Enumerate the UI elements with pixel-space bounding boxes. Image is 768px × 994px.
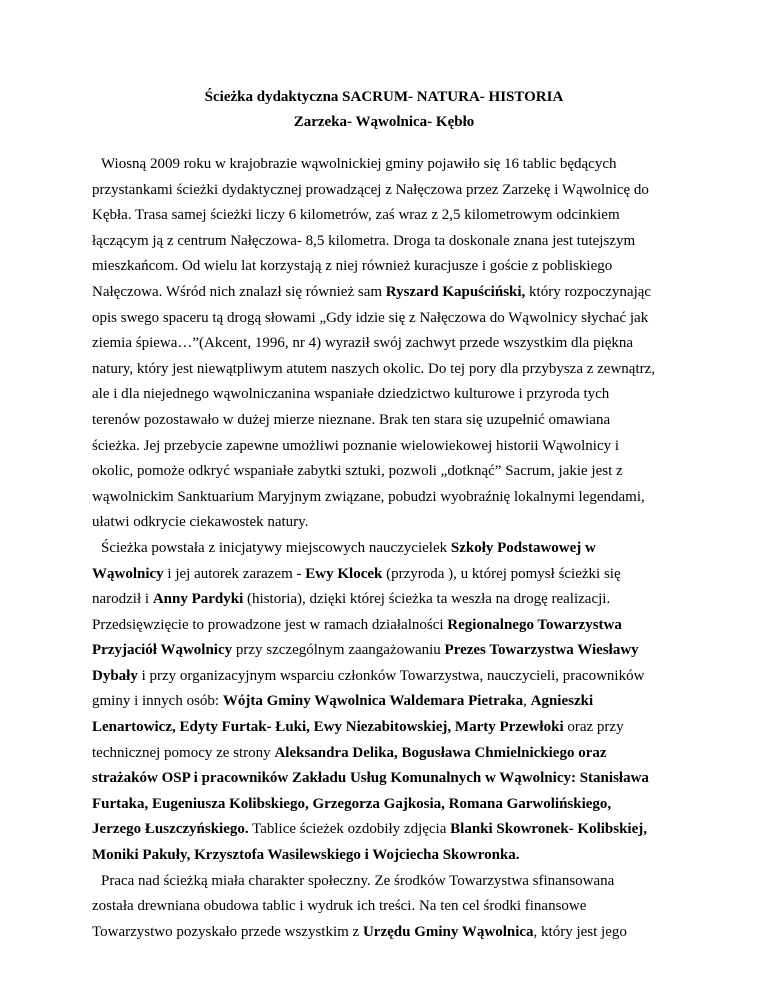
paragraph [92, 536, 692, 869]
text-line [92, 638, 692, 664]
text-run: opis swego spaceru tą drogą słowami „Gdy idzie się z Nałęczowa do Wąwolnicy słychać jak [92, 309, 649, 326]
text-run: wąwolnickim Sanktuarium Maryjnym związane, pobudzi wyobraźnię lokalnymi legendami, [92, 488, 645, 505]
text-run: Praca nad ścieżką miała charakter społeczny. Ze środków Towarzystwa sfinansowana [101, 872, 615, 889]
document-title: Ścieżka dydaktyczna SACRUM- NATURA- HISTORIA [204, 89, 564, 105]
text-run: Kębła. Trasa samej ścieżki liczy 6 kilometrów, zaś wraz z 2,5 kilometrowym odcinkiem [92, 207, 620, 224]
text-line [92, 587, 692, 613]
text-line [92, 152, 692, 178]
text-run: i jej autorek zarazem - [163, 565, 306, 582]
text-run: który rozpoczynając [525, 283, 652, 300]
bold-text: Dybały [92, 667, 138, 684]
text-run: narodził i [92, 591, 153, 608]
text-line [92, 792, 692, 818]
paragraph [92, 152, 692, 536]
bold-text: Lenartowicz, Edyty Furtak- Łuki, Ewy Niezabitowskiej, Marty Przewłoki [92, 719, 564, 736]
text-run: Tablice ścieżek ozdobiły zdjęcia [248, 821, 451, 838]
bold-text: Prezes Towarzystwa Wiesławy [444, 642, 639, 659]
paragraph [92, 869, 692, 946]
bold-text: Wąwolnicy [92, 565, 164, 582]
text-line [92, 178, 692, 204]
text-run: oraz przy [563, 719, 624, 736]
bold-text: Szkoły Podstawowej w [450, 539, 596, 556]
text-line [92, 485, 692, 511]
bold-text: Anny Pardyki [152, 591, 244, 608]
text-line [92, 536, 692, 562]
text-run: Nałęczowa. Wśród nich znalazł się również sam [92, 283, 386, 300]
text-run: ścieżka. Jej przebycie zapewne umożliwi poznanie wielowiekowej historii Wąwolnicy i [92, 437, 620, 454]
text-line [92, 203, 692, 229]
text-line [92, 741, 692, 767]
text-run: ale i dla niejednego wąwolniczanina wspaniałe dziedzictwo kulturowe i przyroda tych [92, 386, 610, 403]
text-run: terenów pozostawało w dużej mierze nieznane. Brak ten stara się uzupełnić omawiana [92, 411, 611, 428]
bold-text: Regionalnego Towarzystwa [447, 616, 622, 633]
document-body [92, 152, 692, 945]
text-run: przy szczególnym zaangażowaniu [232, 642, 445, 659]
text-run: (historia), dzięki której ścieżka ta weszła na drogę realizacji. [243, 591, 611, 608]
bold-text: Jerzego Łuszczyńskiego. [92, 821, 249, 838]
text-line [92, 229, 692, 255]
text-run: natury, który jest niewątpliwym atutem naszych okolic. Do tej pory dla przybysza z zewnątrz, [92, 360, 656, 377]
text-line [92, 382, 692, 408]
bold-text: Aleksandra Delika, Bogusława Chmielnickiego oraz [274, 744, 607, 761]
text-run: , który jest jego [533, 923, 627, 940]
bold-text: Ewy Klocek [305, 565, 383, 582]
text-run: mieszkańcom. Od wielu lat korzystają z niej również kuracjusze i goście z pobliskiego [92, 258, 613, 275]
text-run: łączącym ją z centrum Nałęczowa- 8,5 kilometra. Droga ta doskonale znana jest tutejszym [92, 232, 636, 249]
text-run: przystankami ścieżki dydaktycznej prowadzącej z Nałęczowa przez Zarzekę i Wąwolnicę do [92, 181, 649, 198]
bold-text: Moniki Pakuły, Krzysztofa Wasilewskiego i Wojciecha Skowronka. [92, 847, 520, 864]
text-line [92, 434, 692, 460]
text-line [92, 920, 692, 946]
text-run: okolic, pomoże odkryć wspaniałe zabytki sztuki, pozwoli „dotknąć” Sacrum, jakie jest z [92, 463, 623, 480]
text-line [92, 331, 692, 357]
text-run: Towarzystwo pozyskało przede wszystkim z [92, 923, 363, 940]
text-line [92, 613, 692, 639]
text-line [92, 254, 692, 280]
text-line [92, 869, 692, 895]
text-run: Przedsięwzięcie to prowadzone jest w ramach działalności [92, 616, 448, 633]
bold-text: Urzędu Gminy Wąwolnica [362, 923, 534, 940]
text-line [92, 306, 692, 332]
bold-text: Przyjaciół Wąwolnicy [92, 642, 233, 659]
text-run: , [523, 693, 531, 710]
bold-text: Blanki Skowronek- Kolibskiej, [450, 821, 648, 838]
text-line [92, 562, 692, 588]
bold-text: Ryszard Kapuściński, [385, 283, 526, 300]
text-line [92, 280, 692, 306]
text-line [92, 459, 692, 485]
bold-text: Wójta Gminy Wąwolnica Waldemara Pietraka [222, 693, 524, 710]
bold-text: strażaków OSP i pracowników Zakładu Usług Komunalnych w Wąwolnicy: Stanisława [92, 770, 649, 787]
text-run: technicznej pomocy ze strony [92, 744, 275, 761]
text-line [92, 408, 692, 434]
text-run: gminy i innych osób: [92, 693, 223, 710]
text-run: Ścieżka powstała z inicjatywy miejscowych nauczycielek [101, 539, 451, 556]
text-run: Wiosną 2009 roku w krajobrazie wąwolnickiej gminy pojawiło się 16 tablic będących [101, 156, 617, 172]
text-line [92, 689, 692, 715]
text-run: została drewniana obudowa tablic i wydruk ich treści. Na ten cel środki finansowe [92, 898, 587, 915]
text-line [92, 664, 692, 690]
text-run: (przyroda ), u której pomysł ścieżki się [382, 565, 621, 582]
text-line [92, 894, 692, 920]
text-run: i przy organizacyjnym wsparciu członków Towarzystwa, nauczycieli, pracowników [137, 667, 645, 684]
text-run: ułatwi odkrycie ciekawostek natury. [92, 514, 309, 531]
text-line [92, 715, 692, 741]
text-line [92, 357, 692, 383]
text-run: ziemia śpiewa…”(Akcent, 1996, nr 4) wyraził swój zachwyt przede wszystkim dla piękna [92, 335, 634, 352]
text-line [92, 510, 692, 536]
text-line [92, 817, 692, 843]
text-line [92, 766, 692, 792]
bold-text: Agnieszki [530, 693, 594, 710]
bold-text: Furtaka, Eugeniusza Kolibskiego, Grzegorza Gajkosia, Romana Garwolińskiego, [92, 795, 612, 812]
document-subtitle: Zarzeka- Wąwolnica- Kębło [293, 114, 475, 130]
text-line [92, 843, 692, 869]
